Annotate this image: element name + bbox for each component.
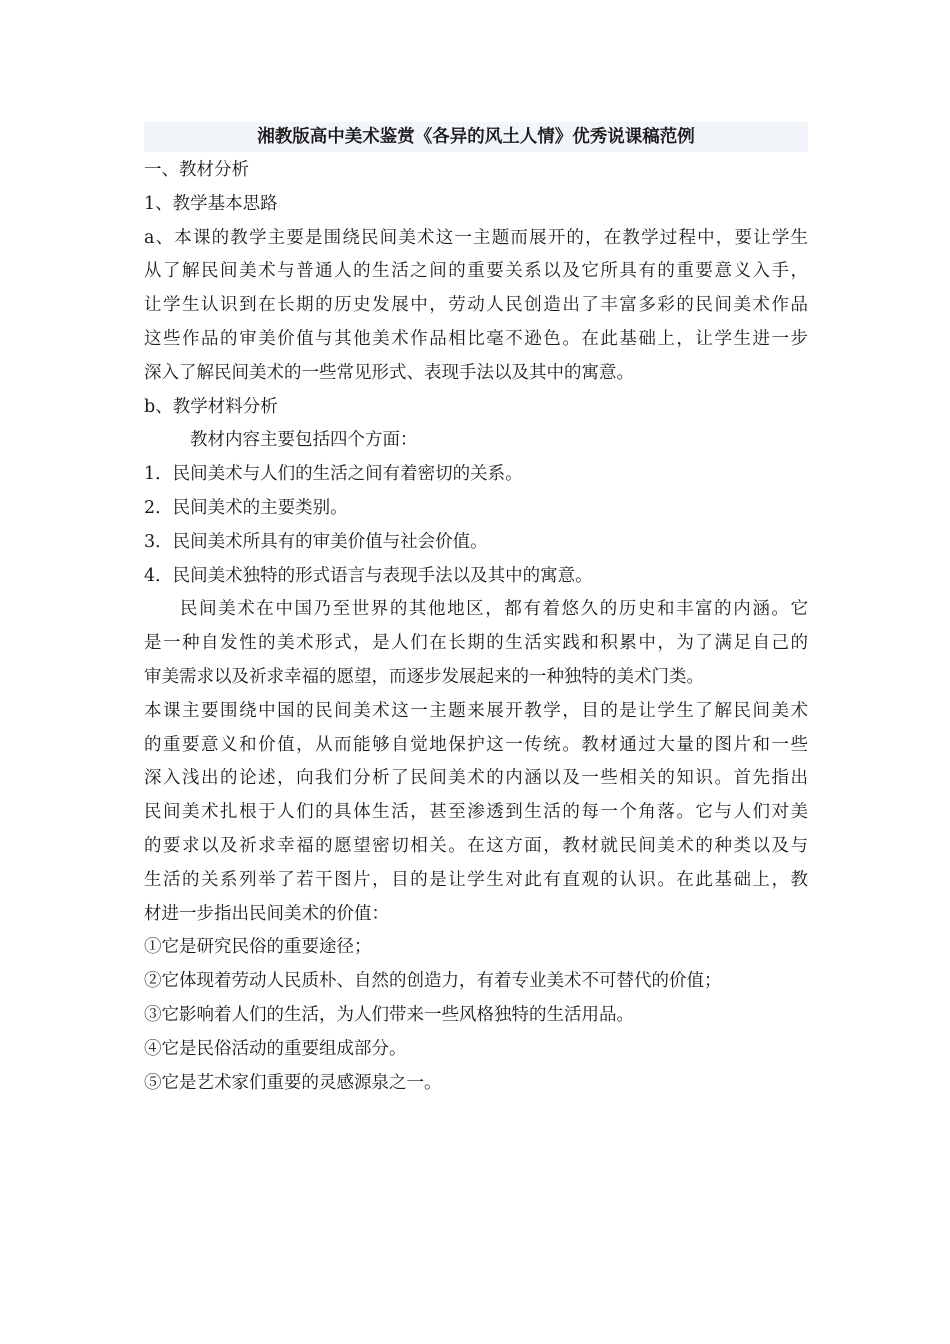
list-item: 3．民间美术所具有的审美价值与社会价值。 xyxy=(144,531,488,552)
paragraph-line: 审美需求以及祈求幸福的愿望，而逐步发展起来的一种独特的美术门类。 xyxy=(144,666,704,687)
paragraph-line: 材进一步指出民间美术的价值： xyxy=(144,903,389,924)
paragraph-line: 深入浅出的论述，向我们分析了民间美术的内涵以及一些相关的知识。首先指出 xyxy=(144,768,808,789)
paragraph-line: 让学生认识到在长期的历史发展中，劳动人民创造出了丰富多彩的民间美术作品 xyxy=(144,295,808,316)
document-page xyxy=(144,122,808,1100)
document-title: 湘教版高中美术鉴赏《各异的风土人情》优秀说课稿范例 xyxy=(144,122,808,152)
paragraph-line: 教材内容主要包括四个方面： xyxy=(190,430,418,451)
list-item: 4．民间美术独特的形式语言与表现手法以及其中的寓意。 xyxy=(144,565,593,586)
heading-material-analysis: b、教学材料分析 xyxy=(144,396,278,417)
paragraph-line: a、本课的教学主要是围绕民间美术这一主题而展开的，在教学过程中，要让学生 xyxy=(144,227,808,248)
paragraph-line: 这些作品的审美价值与其他美术作品相比毫不逊色。在此基础上，让学生进一步 xyxy=(144,328,808,349)
paragraph-line: 的要求以及祈求幸福的愿望密切相关。在这方面，教材就民间美术的种类以及与 xyxy=(144,835,808,856)
heading-teaching-approach: 1、教学基本思路 xyxy=(144,193,278,214)
list-item: ①它是研究民俗的重要途径； xyxy=(144,937,372,958)
paragraph-line: 生活的关系列举了若干图片，目的是让学生对此有直观的认识。在此基础上，教 xyxy=(144,869,808,890)
paragraph-line: 的重要意义和价值，从而能够自觉地保护这一传统。教材通过大量的图片和一些 xyxy=(144,734,808,755)
paragraph-line: 是一种自发性的美术形式，是人们在长期的生活实践和积累中，为了满足自己的 xyxy=(144,633,808,654)
list-item: ③它影响着人们的生活，为人们带来一些风格独特的生活用品。 xyxy=(144,1004,634,1025)
list-item: ②它体现着劳动人民质朴、自然的创造力，有着专业美术不可替代的价值； xyxy=(144,971,722,992)
list-item: 2．民间美术的主要类别。 xyxy=(144,497,348,518)
paragraph-line: 民间美术在中国乃至世界的其他地区，都有着悠久的历史和丰富的内涵。它 xyxy=(180,599,808,620)
paragraph-line: 从了解民间美术与普通人的生活之间的重要关系以及它所具有的重要意义入手， xyxy=(144,261,808,282)
list-item: ⑤它是艺术家们重要的灵感源泉之一。 xyxy=(144,1072,442,1093)
paragraph-line: 本课主要围绕中国的民间美术这一主题来展开教学，目的是让学生了解民间美术 xyxy=(144,700,808,721)
paragraph-line: 民间美术扎根于人们的具体生活，甚至渗透到生活的每一个角落。它与人们对美 xyxy=(144,802,808,823)
heading-textbook-analysis: 一、教材分析 xyxy=(144,160,249,180)
paragraph-line: 深入了解民间美术的一些常见形式、表现手法以及其中的寓意。 xyxy=(144,362,634,383)
list-item: 1．民间美术与人们的生活之间有着密切的关系。 xyxy=(144,464,523,485)
list-item: ④它是民俗活动的重要组成部分。 xyxy=(144,1038,407,1059)
